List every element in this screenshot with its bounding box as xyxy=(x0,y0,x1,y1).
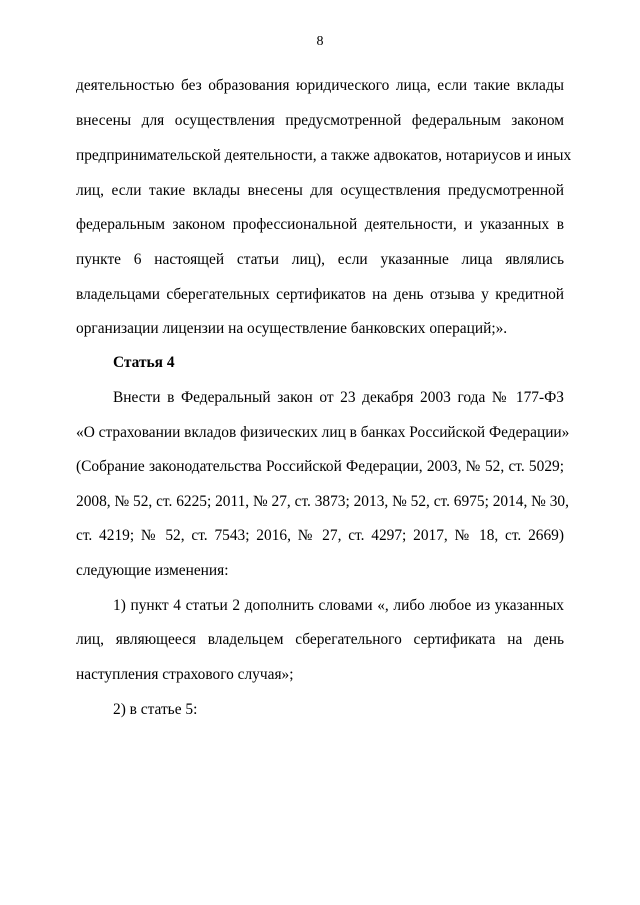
article-heading: Статья 4 xyxy=(113,354,175,371)
text-line: наступления страхового случая»; xyxy=(76,666,294,683)
text-line: владельцами сберегательных сертификатов на день отзыва у кредитной xyxy=(76,286,564,303)
text-line: предпринимательской деятельности, а также адвокатов, нотариусов и иных xyxy=(76,147,572,164)
text-line: Внести в Федеральный закон от 23 декабря 2003 года № 177-ФЗ xyxy=(113,389,564,406)
text-line: лиц, являющееся владельцем сберегательного сертификата на день xyxy=(76,631,564,648)
text-line: пункте 6 настоящей статьи лиц), если указанные лица являлись xyxy=(76,251,564,268)
text-line: лиц, если такие вклады внесены для осуществления предусмотренной xyxy=(76,182,564,199)
text-line: ст. 4219; № 52, ст. 7543; 2016, № 27, ст. 4297; 2017, № 18, ст. 2669) xyxy=(76,527,564,544)
text-line: 2) в статье 5: xyxy=(113,701,198,718)
text-line: (Собрание законодательства Российской Федерации, 2003, № 52, ст. 5029; xyxy=(76,458,564,475)
page-number: 8 xyxy=(316,34,324,49)
text-line: 2008, № 52, ст. 6225; 2011, № 27, ст. 3873; 2013, № 52, ст. 6975; 2014, № 30, xyxy=(76,493,569,510)
text-line: 1) пункт 4 статьи 2 дополнить словами «, либо любое из указанных xyxy=(113,597,564,614)
text-line: следующие изменения: xyxy=(76,562,229,579)
text-line: «О страховании вкладов физических лиц в банках Российской Федерации» xyxy=(76,424,570,441)
text-line: внесены для осуществления предусмотренной федеральным законом xyxy=(76,112,564,129)
text-line: федеральным законом профессиональной деятельности, и указанных в xyxy=(76,216,564,233)
text-line: деятельностью без образования юридического лица, если такие вклады xyxy=(76,77,564,94)
text-line: организации лицензии на осуществление банковских операций;». xyxy=(76,320,508,337)
